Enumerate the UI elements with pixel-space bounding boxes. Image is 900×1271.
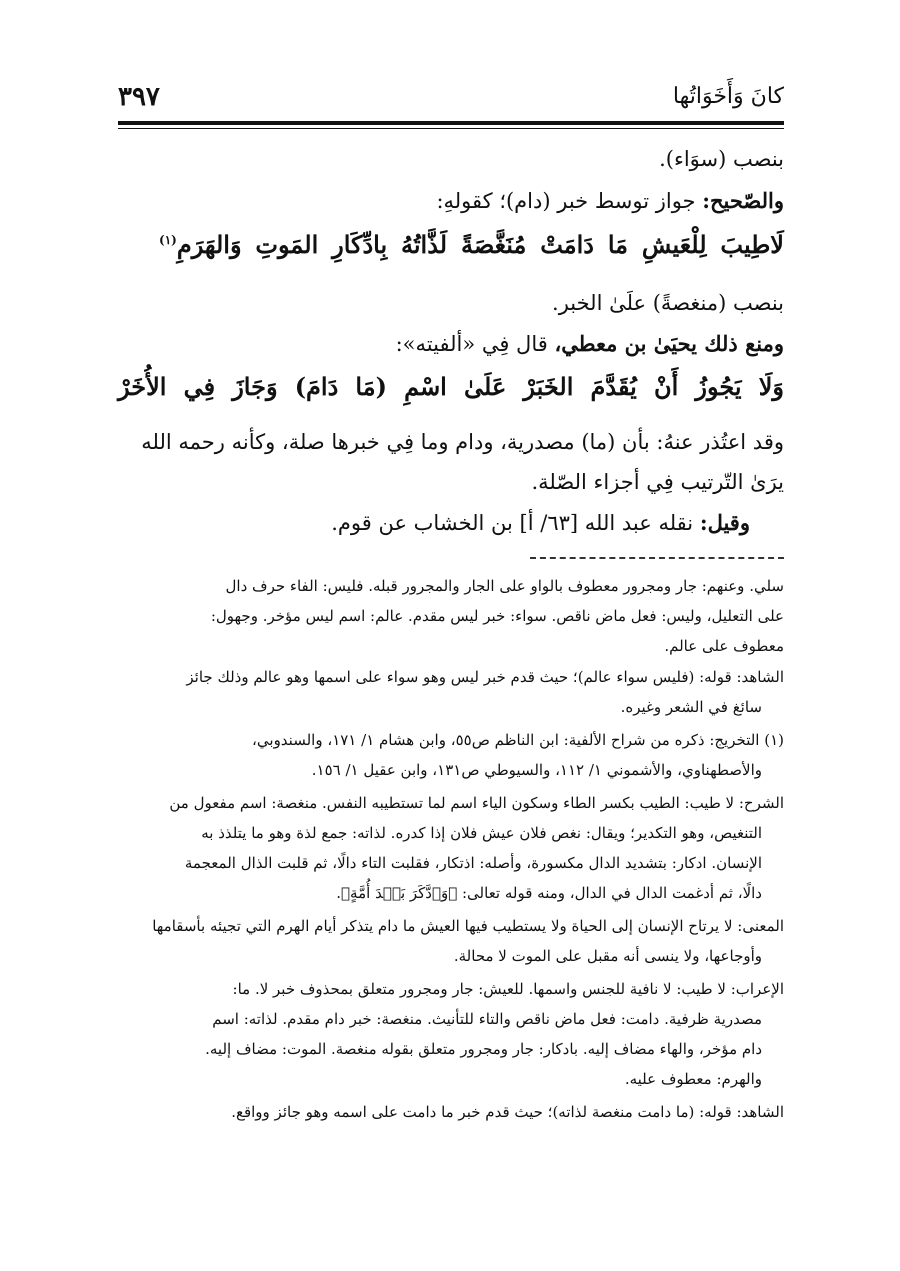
main-line-7: وقد اعتُذر عنهُ: بأن (ما) مصدرية، ودام وما فِي خبرها صلة، وكأنه رحمه الله [141,430,784,454]
footnote-line: والأصطهناوي، والأشموني ١/ ١١٢، والسيوطي ص١٣١، وابن عقيل ١/ ١٥٦. [311,761,762,779]
verse-1-second-hemistich: لَذَّاتُهُ بِادِّكَارِ المَوتِ وَالهَرَمِ [176,230,448,259]
footnote-line: على التعليل، وليس: فعل ماض ناقص. سواء: خبر ليس مقدم. عالم: اسم ليس مؤخر. وجهول: [210,607,784,625]
main-line-2 [118,188,784,213]
footnote-line: الشاهد: قوله: (ما دامت منغصة لذاته)؛ حيث قدم خبر ما دامت على اسمه وهو جائز وواقع. [231,1103,784,1121]
main-line-8: يرَىٰ التّرتيب فِي أجزاء الصّلة. [531,470,784,494]
footnote-line: المعنى: لا يرتاح الإنسان إلى الحياة ولا يستطيب فيها العيش ما دام يتذكر أيام الهرم التي تجيئه بأسقامها [152,917,784,935]
page-header [118,80,784,120]
footnote-line: دام مؤخر، والهاء مضاف إليه. بادكار: جار ومجرور متعلق بقوله منغصة. الموت: مضاف إليه. [205,1040,762,1058]
verse-1-first-hemistich: لَاطِيبَ لِلْعَيشِ مَا دَامَتْ مُنَغَّصَةً [460,230,784,259]
footnote-line: والهرم: معطوف عليه. [624,1070,762,1088]
line9-lead: وقيل: [699,510,750,535]
footnote-line: وأوجاعها، ولا ينسى أنه مقبل على الموت لا محالة. [453,947,762,965]
footnote-line: الإعراب: لا طيب: لا نافية للجنس واسمها. للعيش: جار ومجرور متعلق بمحذوف خبر لا. ما: [232,980,784,998]
header-rule-thin [118,128,784,129]
line2-lead: والصّحيح: [702,188,784,213]
page-number: ٣٩٧ [118,82,160,112]
footnote-line: الإنسان. ادكار: بتشديد الدال مكسورة، وأصله: اذتكار، فقلبت التاء دالًا، ثم قلبت الذال المعجمة [184,854,762,872]
main-line-4: بنصب (منغصةً) علَىٰ الخبر. [552,291,784,315]
footnote-line: الشرح: لا طيب: الطيب بكسر الطاء وسكون الياء اسم لما تستطيبه النفس. منغصة: اسم مفعول من [169,794,784,812]
verse-2-second-hemistich: عَلَىٰ اسْمِ (مَا دَامَ) وَجَازَ فِي الأُخَرْ [118,372,507,401]
line2-text: جواز توسط خبر (دام)؛ كقولهِ: [436,189,703,213]
footnote-line: (١) التخريج: ذكره من شراح الألفية: ابن الناظم ص٥٥، وابن هشام ١/ ١٧١، والسندوبي، [252,731,784,749]
main-line-1: بنصب (سوَاء). [659,147,784,171]
header-rule-thick [118,121,784,125]
verse-1 [159,230,784,259]
main-line-9 [110,510,750,535]
line5-text: قال فِي «ألفيته»: [395,332,555,356]
footnote-line: معطوف على عالم. [664,637,784,655]
verse-2 [118,372,784,401]
footnote-line: دالًا، ثم أدغمت الدال في الدال، ومنه قوله تعالى: ﴿وَٱدَّكَرَ بَعۡدَ أُمَّةٍ﴾. [336,884,762,902]
footnote-separator [530,557,784,559]
footnote-line: سائغ في الشعر وغيره. [620,698,762,716]
footnote-line: مصدرية ظرفية. دامت: فعل ماض ناقص والتاء للتأنيث. منغصة: خبر دام مقدم. لذاته: اسم [212,1010,762,1028]
footnote-line: الشاهد: قوله: (فليس سواء عالم)؛ حيث قدم خبر ليس وهو سواء على اسمها وهو عالم وذلك جائز [186,668,784,686]
footnote-line: التنغيص، وهو التكدير؛ ويقال: نغص فلان عيش فلان إذا كدره. لذاته: جمع لذة وهو ما يتلذذ به [201,824,762,842]
line5-lead: ومنع ذلك يحيَىٰ بن معطي، [554,331,784,356]
footnote-line: سلي. وعنهم: جار ومجرور معطوف بالواو على الجار والمجرور قبله. فليس: الفاء حرف دال [225,577,784,595]
footnote-marker-1: (١) [159,233,177,247]
running-title: كانَ وَأَخَوَاتُها [672,84,784,109]
main-line-5 [118,331,784,356]
line9-text: نقله عبد الله [٦٣/ أ] بن الخشاب عن قوم. [331,511,700,535]
verse-2-first-hemistich: وَلَا يَجُوزُ أَنْ يُقَدَّمَ الخَبَرْ [523,372,784,401]
